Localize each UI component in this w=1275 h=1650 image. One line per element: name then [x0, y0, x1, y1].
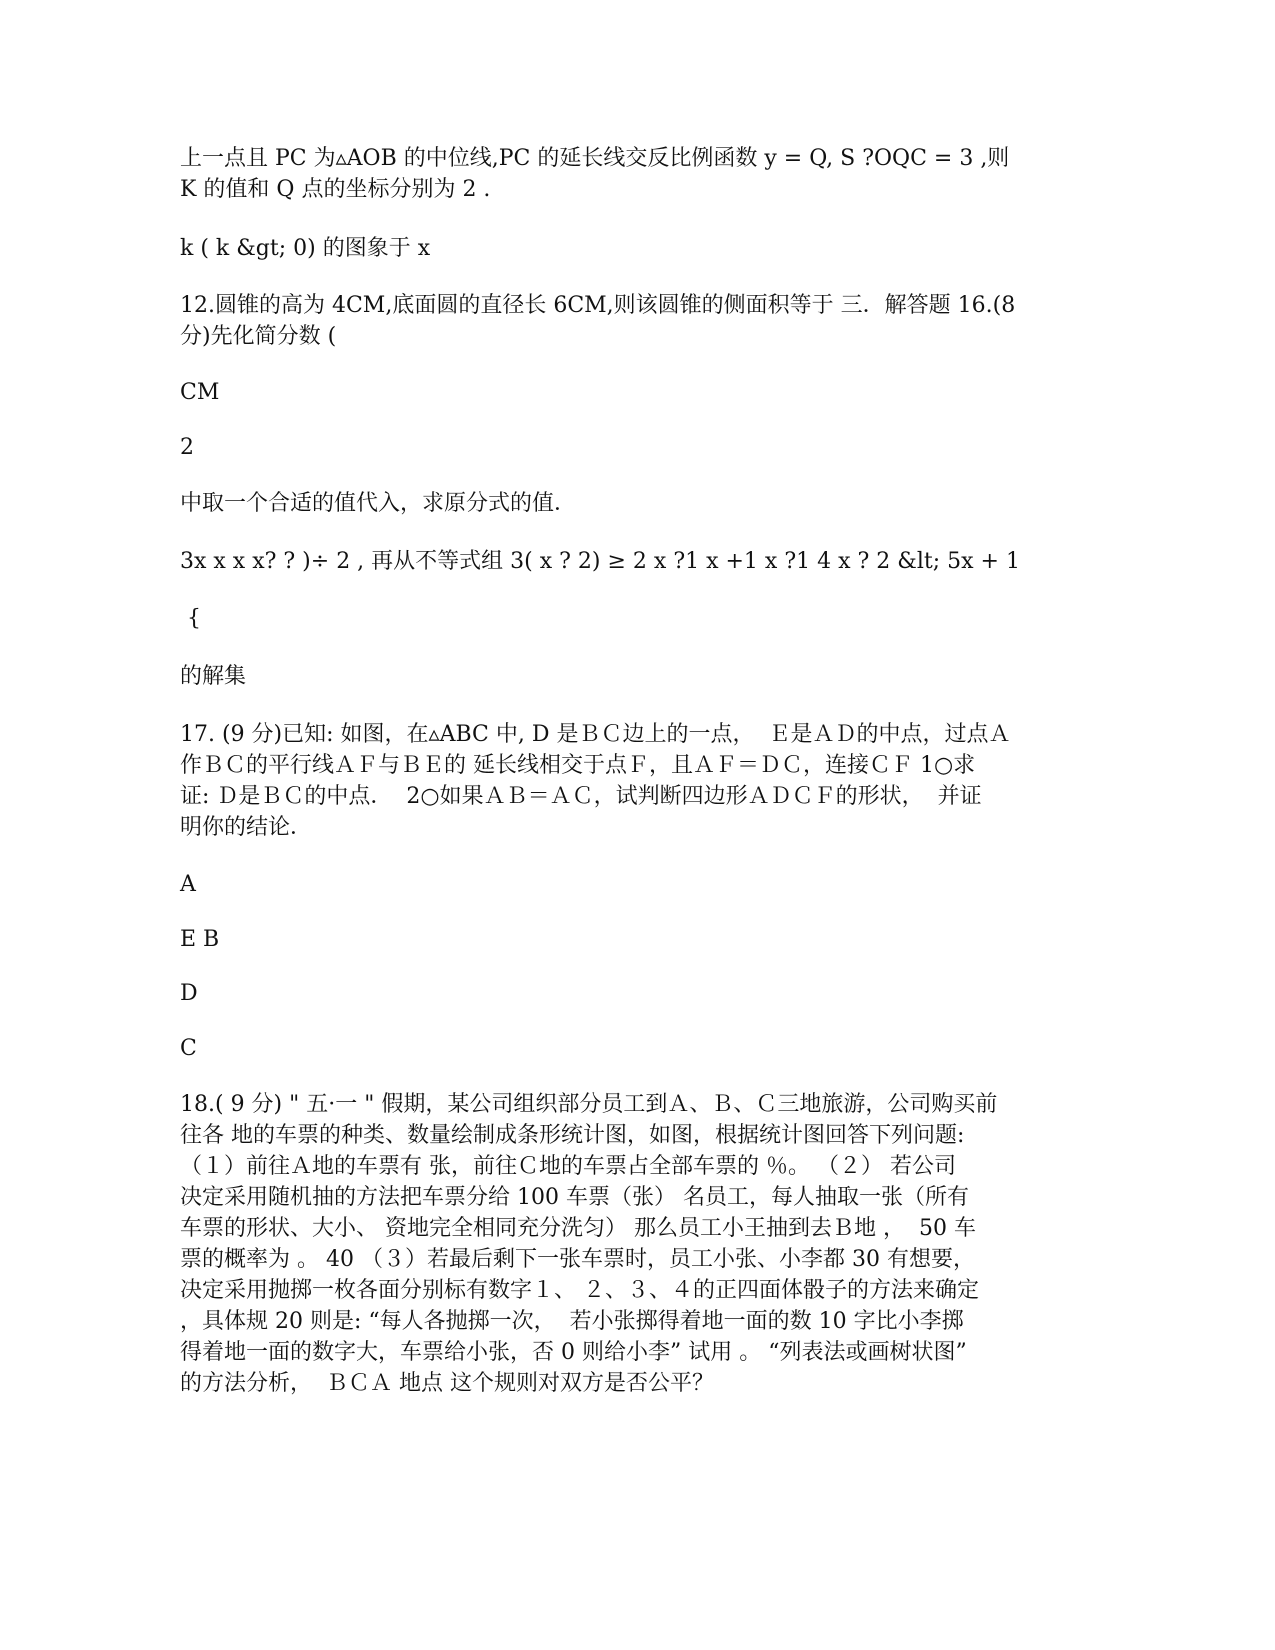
paragraph-exponent: 2 — [180, 435, 194, 460]
paragraph-q11-condition: 上一点且 PC 为▵AOB 的中位线,PC 的延长线交反比例函数 y = Q, S ?OQC = 3 ,则 K 的值和 Q 点的坐标分别为 2 . — [180, 146, 1010, 202]
paragraph-q11-fragment: k ( k &gt; 0) 的图象于 x — [180, 236, 431, 261]
paragraph-brace: { — [180, 606, 201, 631]
figure-label-d: D — [180, 981, 198, 1006]
figure-label-c: C — [180, 1036, 197, 1061]
paragraph-unit-cm: CM — [180, 380, 220, 405]
paragraph-q16-expression: 3x x x x? ? )÷ 2 , 再从不等式组 3( x ? 2) ≥ 2 x ?1 x +1 x ?1 4 x ? 2 &lt; 5x + 1 — [180, 549, 1020, 574]
paragraph-q18: 18.( 9 分) " 五·一 " 假期，某公司组织部分员工到Ａ、Ｂ、Ｃ三地旅游，公司购买前 往各 地的车票的种类、数量绘制成条形统计图，如图，根据统计图回答下列问题: （１）前往Ａ地的车票有 张，前往Ｃ地的车票占全部车票的 ％。 （２） 若公司 决定采用随机抽的方法把车票分给 100 车票（张） 名员工，每人抽取一张（所有 车票的形状、大小、 资地完全相同充分洗匀） 那么员工小王抽到去Ｂ地 ， 50 车 票的概率为 。 40 （３）若最后剩下一张车票时，员工小张、小李都 30 有想要， 决定采用抛掷一枚各面分别标有数字１、 ２、３、４的正四面体骰子的方法来确定 ，具体规 20 则是: “每人各抛掷一次， 若小张掷得着地一面的数 10 字比小李掷 得着地一面的数字大，车票给小张，否 0 则给小李” 试用 。 “列表法或画树状图” 的方法分析， ＢＣＡ 地点 这个规则对双方是否公平？ — [180, 1092, 998, 1396]
paragraph-solution-set: 的解集 — [180, 664, 247, 689]
paragraph-q12: 12.圆锥的高为 4CM,底面圆的直径长 6CM,则该圆锥的侧面积等于 三．解答题 16.(8 分)先化简分数 ( — [180, 293, 1016, 349]
figure-label-e-b: E B — [180, 927, 220, 952]
figure-label-a: A — [180, 872, 196, 897]
paragraph-q16-instruction: 中取一个合适的值代入，求原分式的值． — [180, 491, 577, 516]
paragraph-q17: 17. (9 分)已知: 如图，在▵ABC 中, D 是ＢＣ边上的一点， Ｅ是ＡＤ的中点，过点Ａ 作ＢＣ的平行线ＡＦ与ＢＥ的 延长线相交于点Ｆ，且ＡＦ＝ＤＣ，连接ＣＦ 1○求 证: Ｄ是ＢＣ的中点． 2○如果ＡＢ＝ＡＣ，试判断四边形ＡＤＣＦ的形状， 并证 明你的结论． — [180, 722, 1011, 840]
